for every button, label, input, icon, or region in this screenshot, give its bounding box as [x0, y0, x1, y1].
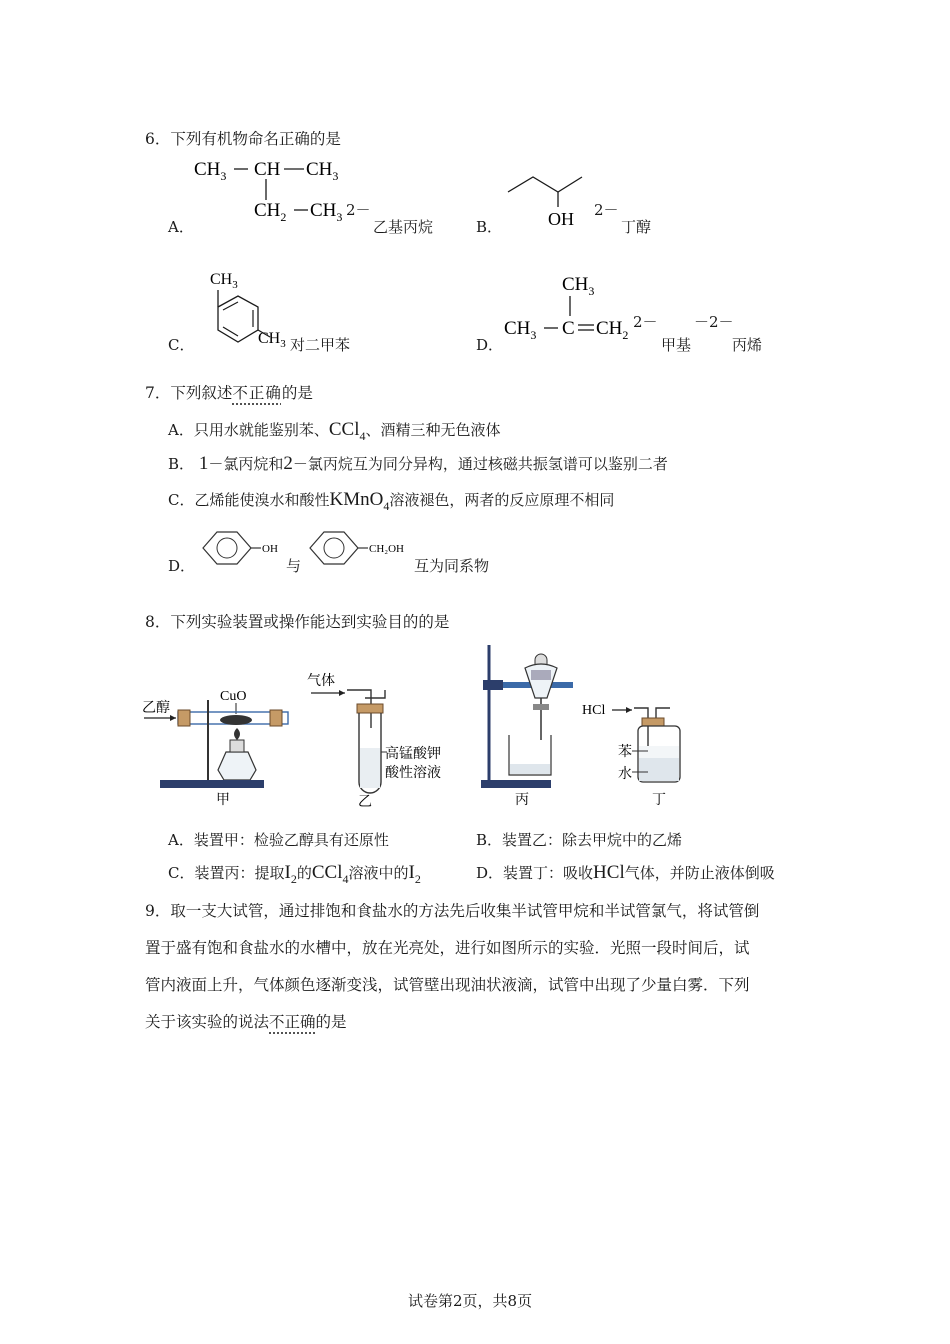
q7-d-phenol — [195, 524, 285, 576]
svg-text:CH3: $CH_3$ — [258, 330, 286, 350]
apparatus-yi — [305, 668, 465, 810]
q6-d-structure — [500, 268, 660, 350]
q6-b-structure — [500, 165, 590, 235]
q7-b: B． 1－氯丙烷和2－氯丙烷互为同分异构，通过核磁共振氢谱可以鉴别二者 — [168, 453, 668, 474]
q8-c: C．装置丙：提取$I_2$的CCl$_4$溶液中的$I_2$ — [168, 862, 421, 886]
svg-text:OH: OH — [262, 543, 278, 555]
q8-b: B．装置乙：除去甲烷中的乙烯 — [476, 831, 683, 849]
q6-c-name: 对二甲苯 — [290, 336, 351, 354]
q7-stem: 7．下列叙述不正确的是 — [145, 384, 313, 402]
q6-d-mid: 甲基 — [661, 336, 692, 354]
q9-line3: 管内液面上升，气体颜色逐渐变浅，试管壁出现油状液滴，试管中出现了少量白雾．下列 — [145, 976, 750, 994]
q7-d-mid: 与 — [286, 557, 302, 575]
q6-d-name: 丙烯 — [732, 336, 763, 354]
q6-d-prefix2: －2－ — [694, 313, 734, 331]
apparatus-bing — [475, 640, 585, 810]
q6-c-label: C． — [168, 336, 195, 354]
svg-text:丁: 丁 — [652, 793, 666, 808]
svg-text:苯: 苯 — [618, 745, 632, 760]
q6-a-label: A． — [168, 218, 194, 236]
q8-stem: 8．下列实验装置或操作能达到实验目的的是 — [145, 613, 450, 631]
svg-text:CH3: $CH_3$ — [194, 159, 227, 183]
svg-text:C: C — [562, 318, 575, 339]
q8-a: A．装置甲：检验乙醇具有还原性 — [168, 831, 389, 849]
q7-d-benzyl-alcohol — [302, 524, 422, 576]
svg-text:乙醇: 乙醇 — [142, 701, 170, 716]
svg-text:高锰酸钾: 高锰酸钾 — [385, 747, 441, 762]
q9-line4: 关于该实验的说法不正确的是 — [145, 1013, 347, 1031]
svg-text:CH3: $CH_3$ — [306, 159, 339, 183]
svg-text:OH: OH — [548, 209, 574, 229]
q9-line1: 9．取一支大试管，通过排饱和食盐水的方法先后收集半试管甲烷和半试管氯气，将试管倒 — [145, 902, 760, 920]
svg-text:CH: CH — [254, 159, 281, 180]
q6-b-prefix: 2－ — [594, 201, 619, 219]
q7-d-end: 互为同系物 — [414, 557, 490, 575]
q8-d: D．装置丁：吸收HCl气体，并防止液体倒吸 — [476, 862, 775, 883]
svg-text:HCl: HCl — [582, 703, 606, 718]
q6-d-prefix1: 2－ — [633, 313, 658, 331]
svg-text:丙: 丙 — [515, 793, 529, 808]
svg-text:甲: 甲 — [216, 793, 230, 808]
svg-text:CH3: $CH_3$ — [310, 200, 343, 224]
q9-line2: 置于盛有饱和食盐水的水槽中，放在光亮处，进行如图所示的实验．光照一段时间后，试 — [145, 939, 750, 957]
svg-text:CH3: $CH_3$ — [504, 318, 537, 342]
svg-text:CH3: $CH_3$ — [562, 274, 595, 298]
apparatus-jia — [140, 640, 300, 810]
q6-b-label: B． — [476, 218, 503, 236]
svg-text:CuO: CuO — [220, 689, 247, 704]
q7-d-label: D． — [168, 557, 196, 575]
q7-a: A．只用水就能鉴别苯、CCl$_4$、酒精三种无色液体 — [168, 419, 501, 443]
q6-a-name: 乙基丙烷 — [373, 218, 434, 236]
q7-c: C．乙烯能使溴水和酸性KMnO$_4$溶液褪色，两者的反应原理不相同 — [168, 489, 615, 513]
svg-text:乙: 乙 — [358, 795, 372, 810]
svg-text:气体: 气体 — [307, 674, 335, 689]
svg-text:CH₂OH: CH₂OH — [369, 543, 405, 555]
svg-text:CH3: $CH_3$ — [210, 271, 238, 291]
svg-text:CH2: $CH_2$ — [596, 318, 629, 342]
svg-text:酸性溶液: 酸性溶液 — [385, 766, 441, 781]
q6-stem: 6．下列有机物命名正确的是 — [145, 130, 341, 148]
q6-c-structure — [188, 262, 298, 354]
apparatus-ding — [580, 694, 700, 810]
q6-b-name: 丁醇 — [621, 218, 652, 236]
page-footer: 试卷第2页，共8页 — [408, 1292, 533, 1310]
svg-text:水: 水 — [618, 767, 632, 782]
q6-d-label: D． — [476, 336, 504, 354]
q6-a-prefix: 2－ — [346, 201, 371, 219]
svg-text:CH2: $CH_2$ — [254, 200, 287, 224]
